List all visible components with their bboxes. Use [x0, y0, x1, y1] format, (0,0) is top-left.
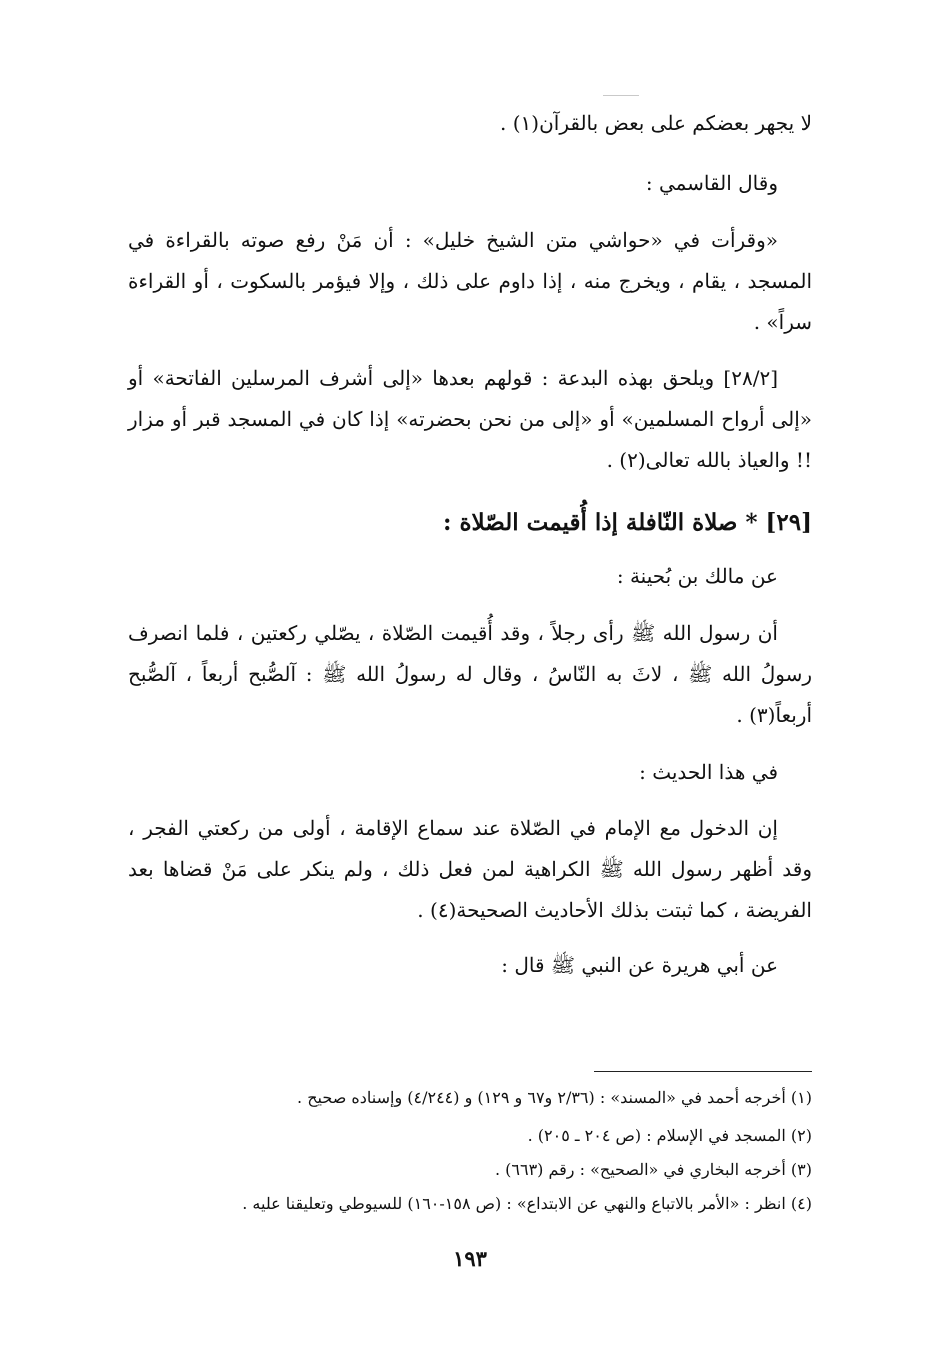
- footnote-1: (١) أخرجه أحمد في «المسند» : (٢/٣٦ و٦٧ و ١٢٩) و (٤/٢٤٤) وإسناده صحيح .: [297, 1088, 812, 1107]
- malik-intro-text: عن مالك بن بُحينة :: [616, 564, 778, 588]
- page-number: ١٩٣: [453, 1246, 487, 1271]
- commentary: [128, 808, 812, 931]
- abu-hurayra-text: عن أبي هريرة عن النبي ﷺ قال :: [501, 953, 778, 977]
- hadith-malik-text: أن رسول الله ﷺ رأى رجلاً ، وقد أُقيمت الصّلاة ، يصّلي ركعتين ، فلما انصرف رسولُ الله ﷺ ، لاثَ به النّاسُ ، وقال له رسولُ الله ﷺ : آلصُّبح أربعاً ، آلصُّبح أربعاً(٣) .: [128, 621, 812, 727]
- qasimi-intro-text: وقال القاسمي :: [645, 171, 778, 195]
- abu-hurayra-intro: [128, 945, 812, 986]
- section-heading-29: [٢٩] * صلاة النّافلة إذا أُقيمت الصّلاة :: [443, 509, 812, 536]
- footnote-4: (٤) انظر : «الأمر بالاتباع والنهي عن الابتداع» : (ص ١٥٨-١٦٠) للسيوطي وتعليقنا عليه .: [242, 1194, 812, 1213]
- footnote-separator: [594, 1071, 812, 1072]
- in-this-hadith-text: في هذا الحديث :: [639, 760, 778, 784]
- footnote-2: (٢) المسجد في الإسلام : (ص ٢٠٤ ـ ٢٠٥) .: [527, 1126, 812, 1145]
- body-line-top: [128, 103, 812, 144]
- commentary-text: إن الدخول مع الإمام في الصّلاة عند سماع الإقامة ، أولى من ركعتي الفجر ، وقد أظهر رسول الله ﷺ الكراهية لمن فعل ذلك ، ولم ينكر على مَنْ قضاها بعد الفريضة ، كما ثبتت بذلك الأحاديث الصحيحة(٤) .: [128, 816, 812, 922]
- paragraph-28-2-text: [٢٨/٢] ويلحق بهذه البدعة : قولهم بعدها «إلى أشرف المرسلين الفاتحة» أو «إلى أرواح المسلمين» أو «إلى من نحن بحضرته» إذا كان في المسجد قبر أو مزار !! والعياذ بالله تعالى(٢) .: [128, 366, 812, 472]
- scan-mark: [603, 95, 639, 96]
- in-this-hadith: [128, 752, 812, 793]
- paragraph-28-2: [128, 358, 812, 481]
- quran-line: لا يجهر بعضكم على بعض بالقرآن(١) .: [499, 111, 812, 135]
- footnote-3: (٣) أخرجه البخاري في «الصحيح» : رقم (٦٦٣) .: [494, 1160, 812, 1179]
- malik-intro: [128, 556, 812, 597]
- hadith-malik: [128, 613, 812, 736]
- qasimi-quote: [128, 220, 812, 343]
- qasimi-intro: [128, 163, 812, 204]
- qasimi-quote-text: «وقرأت في «حواشي متن الشيخ خليل» : أن مَنْ رفع صوته بالقراءة في المسجد ، يقام ، ويخرج منه ، إذا داوم على ذلك ، وإلا فيؤمر بالسكوت ، أو القراءة سراً» .: [128, 228, 812, 334]
